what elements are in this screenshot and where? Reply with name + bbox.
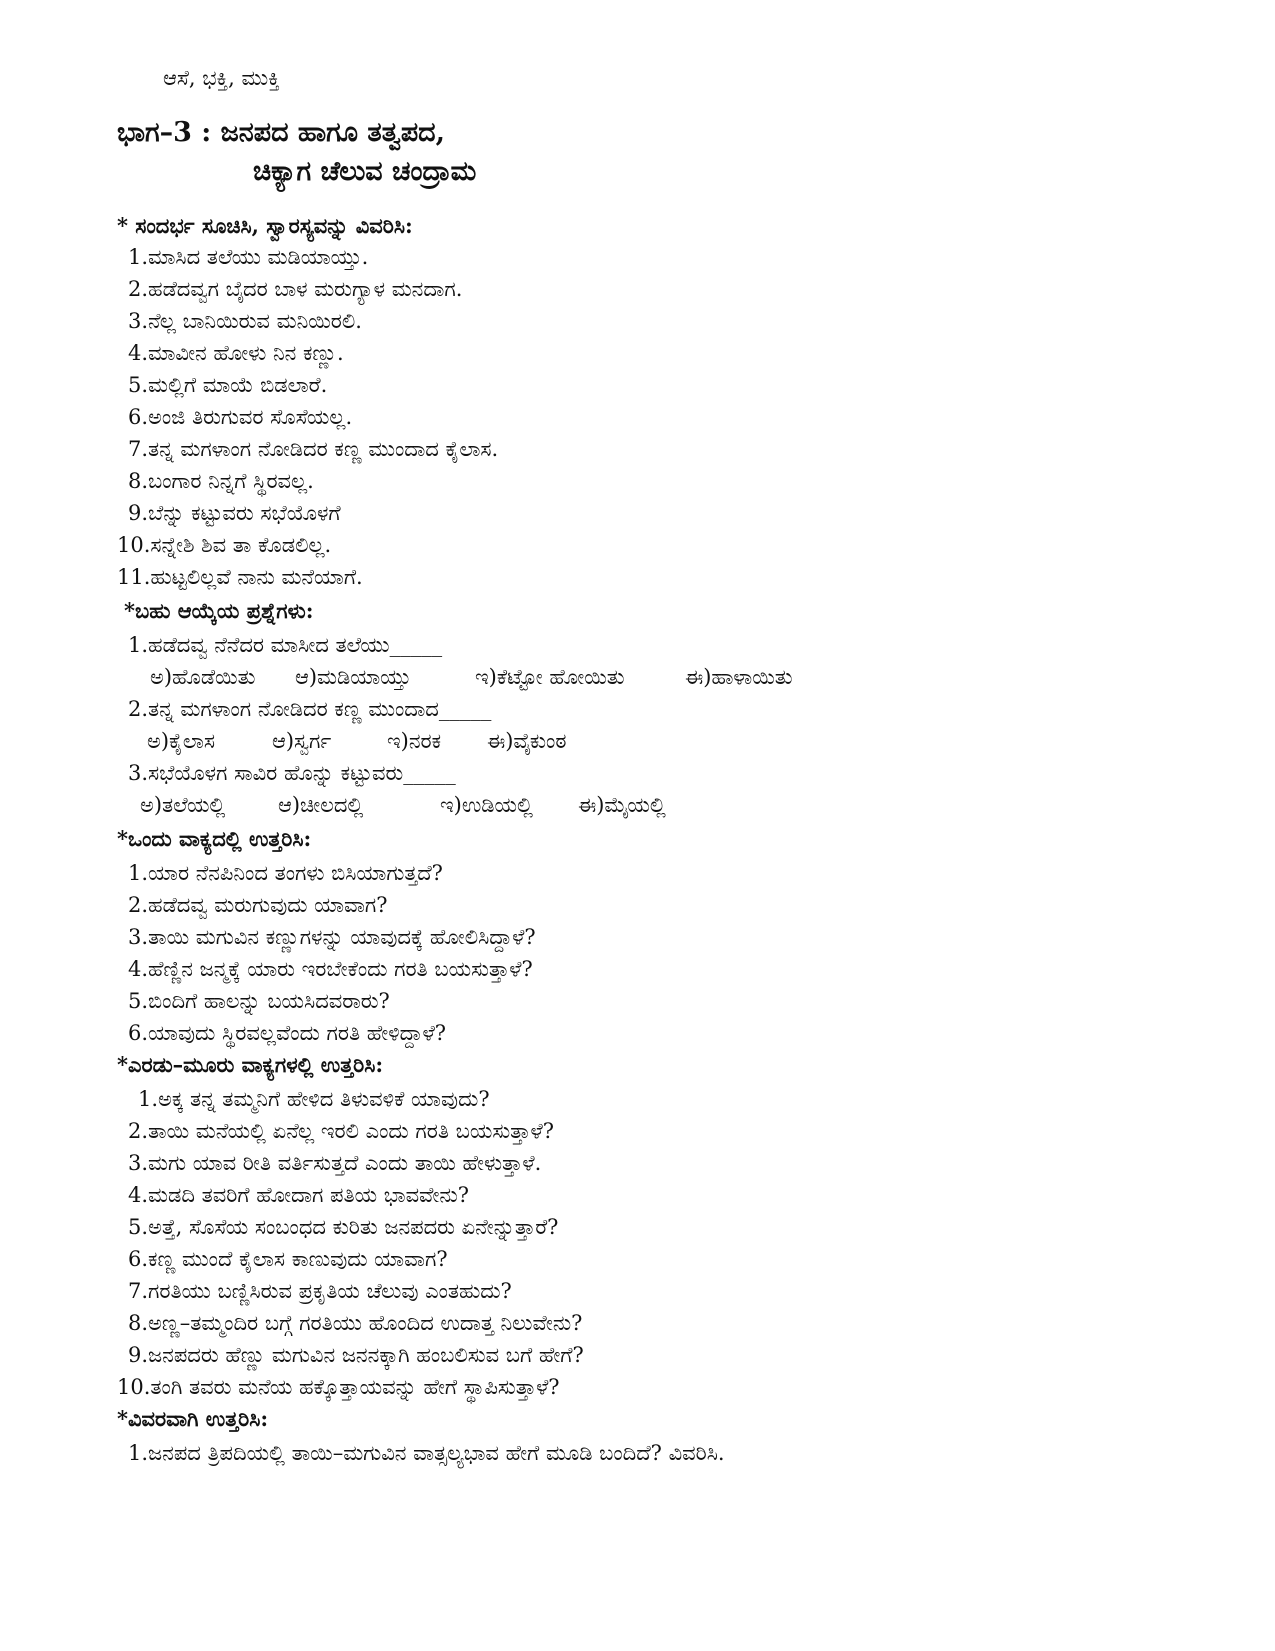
list-item: 2.ಹಡೆದವ್ವ ಮರುಗುವುದು ಯಾವಾಗ? — [128, 893, 388, 917]
section-heading-context: * ಸಂದರ್ಭ ಸೂಚಿಸಿ, ಸ್ವಾರಸ್ಯವನ್ನು ವಿವರಿಸಿ: — [117, 213, 413, 238]
list-item: 1.ಜನಪದ ತ್ರಿಪದಿಯಲ್ಲಿ ತಾಯಿ–ಮಗುವಿನ ವಾತ್ಸಲ್ಯಭಾವ ಹೇಗೆ ಮೂಡಿ ಬಂದಿದೆ? ವಿವರಿಸಿ. — [128, 1441, 725, 1465]
list-item: 9.ಜನಪದರು ಹೆಣ್ಣು ಮಗುವಿನ ಜನನಕ್ಕಾಗಿ ಹಂಬಲಿಸುವ ಬಗೆ ಹೇಗೆ? — [128, 1343, 584, 1367]
list-item: 4.ಮಡದಿ ತವರಿಗೆ ಹೋದಾಗ ಪತಿಯ ಭಾವವೇನು? — [128, 1183, 470, 1207]
mcq-option: ಈ)ಹಾಳಾಯಿತು — [685, 665, 793, 689]
list-item: 2.ಹಡೆದವ್ವಗ ಬೈದರ ಬಾಳ ಮರುಗ್ಯಾಳ ಮನದಾಗ. — [128, 277, 463, 301]
mcq-option: ಇ)ಉಡಿಯಲ್ಲಿ — [440, 793, 533, 817]
top-line: ಆಸೆ, ಭಕ್ತಿ, ಮುಕ್ತಿ — [163, 66, 280, 90]
list-item: 8.ಅಣ್ಣ–ತಮ್ಮಂದಿರ ಬಗ್ಗೆ ಗರತಿಯು ಹೊಂದಿದ ಉದಾತ್ತ ನಿಲುವೇನು? — [128, 1311, 583, 1335]
list-item: 9.ಬೆನ್ನು ಕಟ್ಟುವರು ಸಭೆಯೊಳಗೆ — [128, 501, 341, 525]
list-item: 10.ತಂಗಿ ತವರು ಮನೆಯ ಹಕ್ಕೊತ್ತಾಯವನ್ನು ಹೇಗೆ ಸ್ಥಾಪಿಸುತ್ತಾಳೆ? — [117, 1375, 560, 1399]
mcq-option: ಆ)ಮಡಿಯಾಯ್ತು — [295, 665, 412, 689]
mcq-option: ಇ)ನರಕ — [387, 729, 442, 753]
list-item: 6.ಅಂಜಿ ತಿರುಗುವರ ಸೊಸೆಯಲ್ಲ. — [128, 405, 353, 429]
mcq-question: 3.ಸಭೆಯೊಳಗ ಸಾವಿರ ಹೊನ್ನು ಕಟ್ಟುವರು_____ — [128, 761, 456, 785]
list-item: 10.ಸನ್ನೇಶಿ ಶಿವ ತಾ ಕೊಡಲಿಲ್ಲ. — [117, 533, 332, 557]
mcq-option: ಇ)ಕೆಟ್ಟೋ ಹೋಯಿತು — [475, 665, 625, 689]
section-heading-mcq: *ಬಹು ಆಯ್ಕೆಯ ಪ್ರಶ್ನೆಗಳು: — [124, 598, 314, 623]
section-heading-detailed: *ವಿವರವಾಗಿ ಉತ್ತರಿಸಿ: — [117, 1406, 269, 1431]
section-heading-two-three-sentences: *ಎರಡು–ಮೂರು ವಾಕ್ಯಗಳಲ್ಲಿ ಉತ್ತರಿಸಿ: — [117, 1052, 384, 1077]
list-item: 11.ಹುಟ್ಟಲಿಲ್ಲವೆ ನಾನು ಮನೆಯಾಗೆ. — [117, 565, 363, 589]
section-heading-one-sentence: *ಒಂದು ವಾಕ್ಯದಲ್ಲಿ ಉತ್ತರಿಸಿ: — [117, 826, 312, 851]
mcq-option: ಈ)ಮೈಯಲ್ಲಿ — [578, 793, 666, 817]
list-item: 5.ಅತ್ತೆ, ಸೊಸೆಯ ಸಂಬಂಧದ ಕುರಿತು ಜನಪದರು ಏನೇನ್ನುತ್ತಾರೆ? — [128, 1215, 559, 1239]
mcq-option: ಅ)ಹೊಡೆಯಿತು — [150, 665, 256, 689]
list-item: 6.ಕಣ್ಣ ಮುಂದೆ ಕೈಲಾಸ ಕಾಣುವುದು ಯಾವಾಗ? — [128, 1247, 448, 1271]
list-item: 1.ಮಾಸಿದ ತಲೆಯು ಮಡಿಯಾಯ್ತು. — [128, 245, 369, 269]
list-item: 3.ತಾಯಿ ಮಗುವಿನ ಕಣ್ಣುಗಳನ್ನು ಯಾವುದಕ್ಕೆ ಹೋಲಿಸಿದ್ದಾಳೆ? — [128, 925, 536, 949]
page-title: ಭಾಗ–3 : ಜನಪದ ಹಾಗೂ ತತ್ವಪದ, — [117, 117, 446, 148]
mcq-option: ಆ)ಸ್ವರ್ಗ — [272, 729, 332, 753]
list-item: 4.ಮಾವೀನ ಹೋಳು ನಿನ ಕಣ್ಣು. — [128, 341, 344, 365]
mcq-option: ಅ)ತಲೆಯಲ್ಲಿ — [140, 793, 226, 817]
mcq-question: 2.ತನ್ನ ಮಗಳಾಂಗ ನೋಡಿದರ ಕಣ್ಣ ಮುಂದಾದ_____ — [128, 697, 492, 721]
mcq-question: 1.ಹಡೆದವ್ವ ನೆನೆದರ ಮಾಸೀದ ತಲೆಯು_____ — [128, 633, 443, 657]
mcq-option: ಈ)ವೈಕುಂಠ — [487, 729, 567, 753]
list-item: 1.ಅಕ್ಕ ತನ್ನ ತಮ್ಮನಿಗೆ ಹೇಳಿದ ತಿಳುವಳಿಕೆ ಯಾವುದು? — [138, 1087, 490, 1111]
page-subtitle: ಚಿಕ್ಯಾಗ ಚೆಲುವ ಚಂದ್ರಾಮ — [253, 156, 477, 187]
mcq-option: ಆ)ಚೀಲದಲ್ಲಿ — [278, 793, 364, 817]
list-item: 8.ಬಂಗಾರ ನಿನ್ನಗೆ ಸ್ಥಿರವಲ್ಲ. — [128, 469, 314, 493]
list-item: 2.ತಾಯಿ ಮನೆಯಲ್ಲಿ ಏನೆಲ್ಲ ಇರಲಿ ಎಂದು ಗರತಿ ಬಯಸುತ್ತಾಳೆ? — [128, 1119, 554, 1143]
list-item: 3.ಮಗು ಯಾವ ರೀತಿ ವರ್ತಿಸುತ್ತದೆ ಎಂದು ತಾಯಿ ಹೇಳುತ್ತಾಳೆ. — [128, 1151, 542, 1175]
list-item: 7.ತನ್ನ ಮಗಳಾಂಗ ನೋಡಿದರ ಕಣ್ಣ ಮುಂದಾದ ಕೈಲಾಸ. — [128, 437, 499, 461]
list-item: 4.ಹೆಣ್ಣಿನ ಜನ್ಮಕ್ಕೆ ಯಾರು ಇರಬೇಕೆಂದು ಗರತಿ ಬಯಸುತ್ತಾಳೆ? — [128, 957, 533, 981]
list-item: 5.ಬಿಂದಿಗೆ ಹಾಲನ್ನು ಬಯಸಿದವರಾರು? — [128, 989, 390, 1013]
list-item: 1.ಯಾರ ನೆನಪಿನಿಂದ ತಂಗಳು ಬಿಸಿಯಾಗುತ್ತದೆ? — [128, 861, 443, 885]
list-item: 7.ಗರತಿಯು ಬಣ್ಣಿಸಿರುವ ಪ್ರಕೃತಿಯ ಚೆಲುವು ಎಂತಹುದು? — [128, 1279, 512, 1303]
list-item: 5.ಮಲ್ಲಿಗೆ ಮಾಯೆ ಬಿಡಲಾರೆ. — [128, 373, 328, 397]
list-item: 6.ಯಾವುದು ಸ್ಥಿರವಲ್ಲವೆಂದು ಗರತಿ ಹೇಳಿದ್ದಾಳೆ? — [128, 1021, 447, 1045]
mcq-option: ಅ)ಕೈಲಾಸ — [147, 729, 216, 753]
list-item: 3.ನೆಲ್ಲ ಬಾನಿಯಿರುವ ಮನಿಯಿರಲಿ. — [128, 309, 362, 333]
